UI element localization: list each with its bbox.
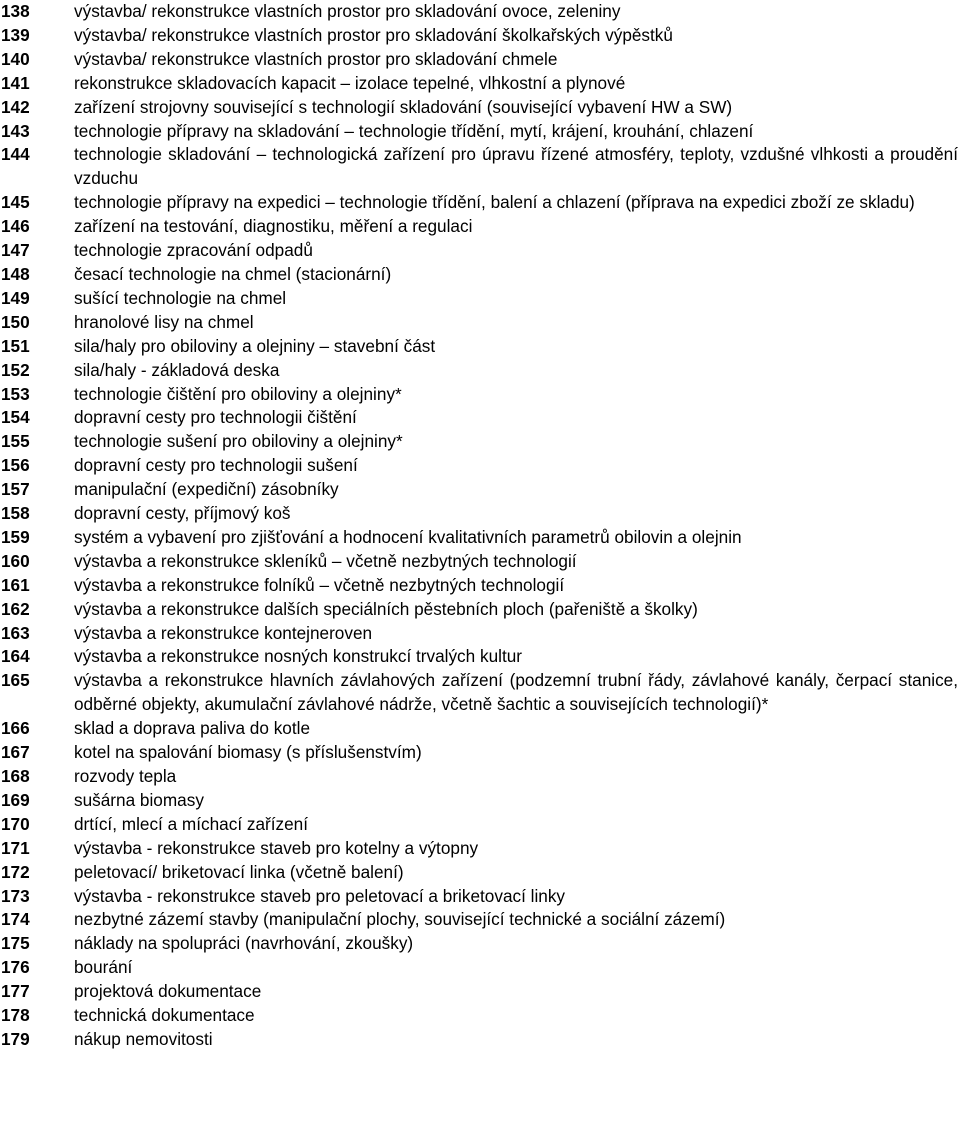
list-item [0,478,960,502]
item-text: výstavba a rekonstrukce nosných konstrukcí trvalých kultur [74,646,523,667]
item-text: výstavba a rekonstrukce folníků – včetně nezbytných technologií [74,574,565,595]
item-text: sklad a doprava paliva do kotle [74,718,311,739]
item-number: 154 [1,407,30,428]
list-item [0,383,960,407]
list-item [0,789,960,813]
item-number: 175 [1,933,30,954]
list-item [0,765,960,789]
item-text: rekonstrukce skladovacích kapacit – izolace tepelné, vlhkostní a plynové [74,72,626,93]
list-item [0,741,960,765]
item-number: 152 [1,359,30,380]
item-number: 151 [1,335,30,356]
item-text: kotel na spalování biomasy (s příslušenstvím) [74,742,422,763]
item-text: výstavba - rekonstrukce staveb pro peletovací a briketovací linky [74,885,566,906]
list-item [0,239,960,263]
item-number: 148 [1,263,30,284]
list-item [0,813,960,837]
list-item [0,885,960,909]
item-number: 140 [1,48,30,69]
item-number: 173 [1,885,30,906]
item-number: 143 [1,120,30,141]
list-item [0,622,960,646]
item-number: 144 [1,144,30,165]
item-text: zařízení strojovny související s technologií skladování (související vybavení HW a SW) [74,96,733,117]
item-text: systém a vybavení pro zjišťování a hodnocení kvalitativních parametrů obilovin a olejnin [74,526,742,547]
item-number: 178 [1,1005,30,1026]
item-text: manipulační (expediční) zásobníky [74,479,339,500]
item-number: 163 [1,622,30,643]
item-number: 174 [1,909,30,930]
item-number: 153 [1,383,30,404]
item-text: výstavba/ rekonstrukce vlastních prostor pro skladování chmele [74,48,558,69]
list-item [0,1004,960,1028]
list-item [0,526,960,550]
item-text: zařízení na testování, diagnostiku, měření a regulaci [74,216,473,237]
list-item [0,550,960,574]
item-text: technologie sušení pro obiloviny a olejniny* [74,431,403,452]
item-number: 157 [1,479,30,500]
item-number: 149 [1,287,30,308]
item-number: 138 [1,1,30,21]
item-text: dopravní cesty, příjmový koš [74,503,291,524]
item-text: technologie zpracování odpadů [74,240,313,261]
list-item [0,502,960,526]
item-number: 156 [1,455,30,476]
item-number: 168 [1,766,30,786]
list-item [0,430,960,454]
item-number: 167 [1,742,30,763]
item-number: 171 [1,837,30,858]
item-text: technologie čištění pro obiloviny a olejniny* [74,383,402,404]
list-item [0,72,960,96]
list-item [0,48,960,72]
item-text: bourání [74,957,133,978]
item-number: 150 [1,311,30,332]
item-text: výstavba a rekonstrukce hlavních závlahových zařízení (podzemní trubní řády, závlahové kanály, čerpací stanice, odběrné objekty, akumulační závlahové nádrže, včetně šachtic a souvisejících technologií)* [74,670,958,715]
item-number: 169 [1,789,30,810]
list-item [0,956,960,980]
item-number: 172 [1,861,30,882]
item-text: sila/haly pro obiloviny a olejniny – stavební část [74,335,436,356]
item-text: projektová dokumentace [74,981,262,1002]
list-item [0,120,960,144]
item-text: výstavba a rekonstrukce dalších speciálních pěstebních ploch (pařeniště a školky) [74,598,698,619]
item-text: technologie skladování – technologická zařízení pro úpravu řízené atmosféry, teploty, vzdušné vlhkosti a proudění vzduchu [74,144,958,189]
item-text: výstavba - rekonstrukce staveb pro kotelny a výtopny [74,837,479,858]
list-item [0,837,960,861]
item-text: výstavba a rekonstrukce kontejneroven [74,622,373,643]
item-text: nákup nemovitosti [74,1028,213,1049]
item-number: 161 [1,574,30,595]
item-text: technická dokumentace [74,1005,255,1026]
item-text: rozvody tepla [74,766,177,786]
list-item [0,0,960,24]
item-number: 166 [1,718,30,739]
item-text: sušící technologie na chmel [74,287,287,308]
item-text: výstavba/ rekonstrukce vlastních prostor pro skladování ovoce, zeleniny [74,1,621,21]
item-text: sušárna biomasy [74,789,204,810]
list-item [0,598,960,622]
list-item [0,669,960,717]
item-number: 164 [1,646,30,667]
list-item [0,215,960,239]
item-number: 162 [1,598,30,619]
item-number: 146 [1,216,30,237]
item-text: česací technologie na chmel (stacionární) [74,263,392,284]
item-number: 165 [1,670,30,691]
item-text: dopravní cesty pro technologii čištění [74,407,357,428]
list-item [0,645,960,669]
list-item [0,96,960,120]
item-number: 147 [1,240,30,261]
list-item [0,359,960,383]
item-number: 142 [1,96,30,117]
list-item [0,454,960,478]
item-text: drtící, mlecí a míchací zařízení [74,813,309,834]
item-text: hranolové lisy na chmel [74,311,254,332]
item-number: 179 [1,1028,30,1049]
list-item [0,191,960,215]
item-number: 177 [1,981,30,1002]
list-item [0,717,960,741]
item-number: 176 [1,957,30,978]
item-number: 139 [1,24,30,45]
list-item [0,263,960,287]
item-number: 145 [1,192,30,213]
list-item [0,24,960,48]
item-text: technologie přípravy na expedici – technologie třídění, balení a chlazení (příprava na expedici zboží ze skladu) [74,192,915,213]
list-item [0,1028,960,1052]
item-number: 155 [1,431,30,452]
list-item [0,861,960,885]
item-text: náklady na spolupráci (navrhování, zkoušky) [74,933,414,954]
item-text: sila/haly - základová deska [74,359,280,380]
list-item [0,980,960,1004]
item-text: výstavba a rekonstrukce skleníků – včetně nezbytných technologií [74,550,577,571]
item-text: nezbytné zázemí stavby (manipulační plochy, související technické a sociální zázemí) [74,909,726,930]
list-item [0,335,960,359]
item-text: technologie přípravy na skladování – technologie třídění, mytí, krájení, krouhání, chlazení [74,120,754,141]
list-item [0,311,960,335]
list-item [0,406,960,430]
item-number: 160 [1,550,30,571]
item-number: 158 [1,503,30,524]
item-text: peletovací/ briketovací linka (včetně balení) [74,861,404,882]
item-number: 159 [1,526,30,547]
item-number: 141 [1,72,30,93]
item-number: 170 [1,813,30,834]
list-item [0,143,960,191]
list-item [0,574,960,598]
list-item [0,287,960,311]
list-item [0,932,960,956]
item-text: výstavba/ rekonstrukce vlastních prostor pro skladování školkařských výpěstků [74,24,673,45]
item-text: dopravní cesty pro technologii sušení [74,455,358,476]
list-item [0,908,960,932]
